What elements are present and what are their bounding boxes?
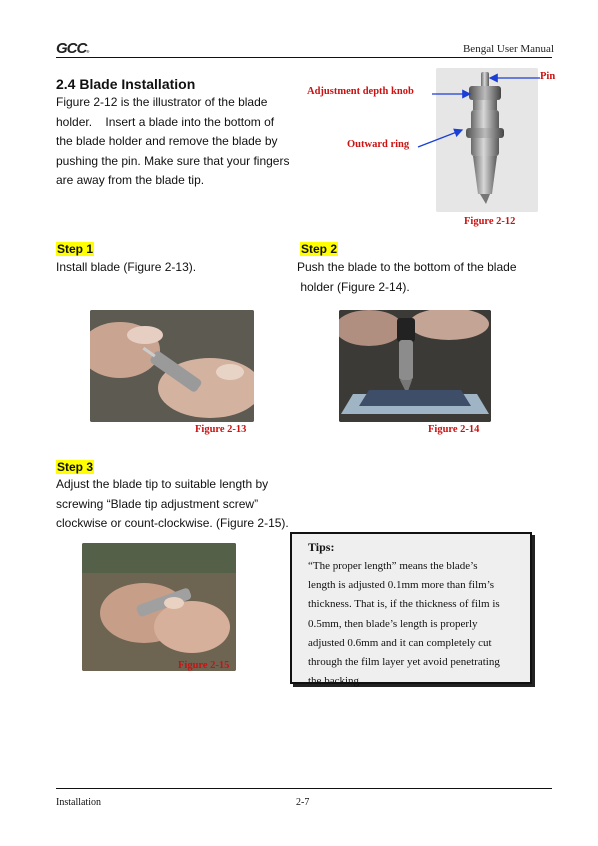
tips-line: thickness. That is, if the thickness of film is bbox=[308, 598, 500, 611]
tips-line: adjusted 0.6mm and it can completely cut bbox=[308, 636, 492, 649]
intro-line: are away from the blade tip. bbox=[56, 173, 205, 187]
step-3-label bbox=[56, 458, 94, 476]
footer-section: Installation bbox=[56, 797, 101, 808]
step-2-label bbox=[300, 240, 338, 258]
figure-2-13-caption: Figure 2-13 bbox=[195, 424, 247, 435]
callout-arrows bbox=[0, 0, 598, 220]
step-1-highlight: Step 1 bbox=[57, 242, 94, 256]
intro-line: Figure 2-12 is the illustrator of the blade bbox=[56, 95, 268, 109]
gcc-logo: GCC® bbox=[56, 40, 90, 57]
callout-adjustment-depth-knob: Adjustment depth knob bbox=[307, 86, 414, 97]
step-3-line: screwing “Blade tip adjustment screw” bbox=[56, 496, 259, 511]
figure-2-13-photo bbox=[90, 310, 254, 422]
figure-2-15-photo bbox=[82, 543, 236, 671]
step-3-highlight: Step 3 bbox=[57, 460, 94, 474]
figure-2-14-caption: Figure 2-14 bbox=[428, 424, 480, 435]
step-3-line: Adjust the blade tip to suitable length by bbox=[56, 477, 269, 491]
tips-line: the backing. bbox=[308, 675, 362, 688]
arrow-to-ring bbox=[418, 130, 462, 147]
tips-title: Tips: bbox=[308, 540, 335, 554]
manual-title: Bengal User Manual bbox=[462, 43, 554, 55]
intro-line: holder. Insert a blade into the bottom of bbox=[56, 114, 275, 129]
tips-line: 0.5mm, then blade’s length is properly bbox=[308, 617, 478, 630]
step-2-line: holder (Figure 2-14). bbox=[297, 279, 410, 294]
step-3-text bbox=[56, 475, 306, 534]
tips-line: through the film layer yet avoid penetrating bbox=[308, 656, 500, 669]
step-2-line: Push the blade to the bottom of the blade bbox=[297, 260, 517, 274]
tips-line: length is adjusted 0.1mm more than film’s bbox=[308, 579, 495, 592]
tips-line: “The proper length” means the blade’s bbox=[308, 560, 478, 572]
tips-box bbox=[290, 532, 532, 688]
figure-2-15-caption: Figure 2-15 bbox=[178, 660, 230, 671]
intro-line: the blade holder and remove the blade by bbox=[56, 134, 278, 148]
intro-line: pushing the pin. Make sure that your fingers bbox=[56, 153, 290, 168]
step-2-highlight: Step 2 bbox=[301, 242, 338, 256]
step-3-line: clockwise or count-clockwise. (Figure 2-15). bbox=[56, 516, 289, 530]
callout-pin: Pin bbox=[540, 71, 556, 82]
figure-2-12-caption: Figure 2-12 bbox=[464, 216, 516, 227]
callout-outward-ring: Outward ring bbox=[347, 139, 410, 150]
footer-divider bbox=[56, 788, 552, 789]
section-title: 2.4 Blade Installation bbox=[56, 76, 196, 92]
step-2-text bbox=[297, 258, 517, 297]
tips-body bbox=[308, 557, 520, 691]
page-number: 2-7 bbox=[296, 797, 310, 808]
step-1-label bbox=[56, 240, 94, 258]
step-1-text: Install blade (Figure 2-13). bbox=[56, 260, 197, 274]
figure-2-14-photo bbox=[339, 310, 491, 422]
